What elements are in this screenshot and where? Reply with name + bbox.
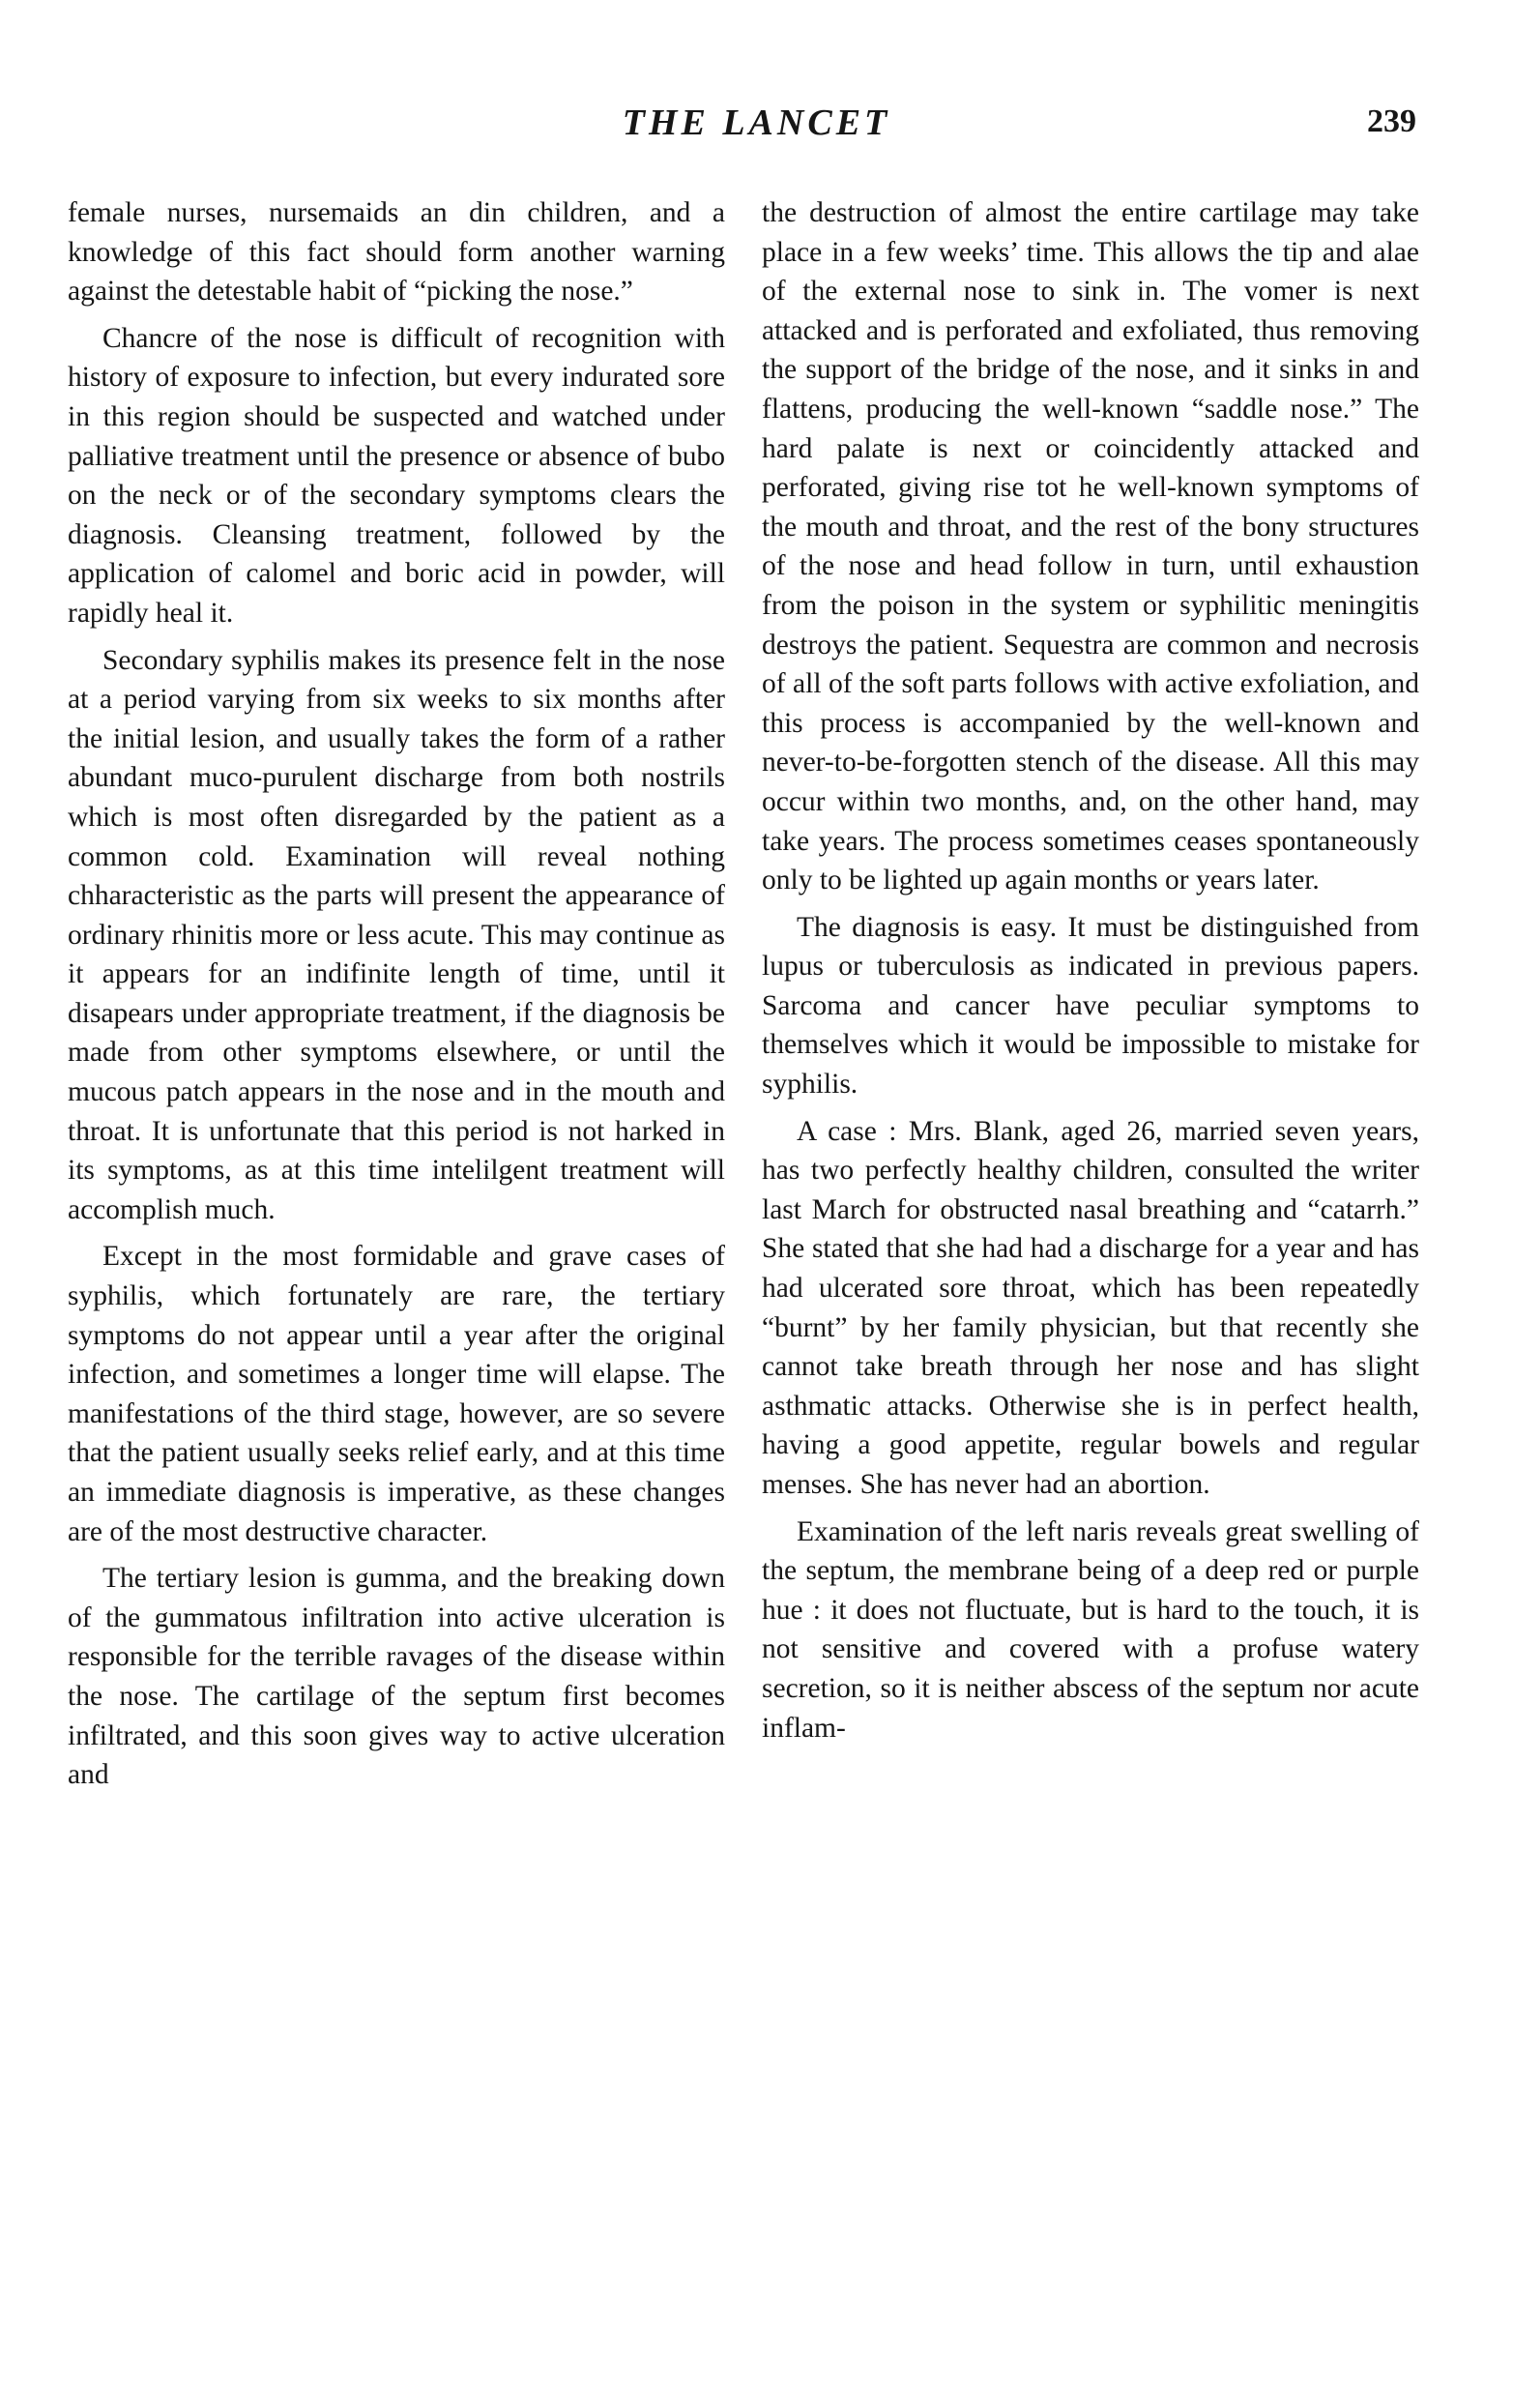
- paragraph: Examination of the left naris reveals great swelling of the septum, the membrane being of a deep red or purple hue : it does not fluctuate, but is hard to the touch, it is not sensitive and covered with a profuse watery secretion, so it is neither abscess of the septum nor acute inflam-: [762, 1515, 1419, 1744]
- paragraph: Except in the most formidable and grave cases of syphilis, which fortunately are rare, the tertiary symptoms do not appear until a year after the original infection, and sometimes a longer time will elapse. The manifestations of the third stage, however, are so severe that the patient usually seeks relief early, and at this time an immediate diagnosis is imperative, as these changes are of the most destructive character.: [68, 1241, 725, 1547]
- left-column: [68, 193, 725, 1803]
- running-title: THE LANCET: [622, 103, 891, 143]
- page-number: 239: [1367, 103, 1416, 139]
- paragraph: The diagnosis is easy. It must be distinguished from lupus or tuberculosis as indicated in previous papers. Sarcoma and cancer have peculiar symptoms to themselves which it would be impossible to mistake for syphilis.: [762, 911, 1419, 1101]
- paragraph: the destruction of almost the entire cartilage may take place in a few weeks’ time. This allows the tip and alae of the external nose to sink in. The vomer is next attacked and is perforated and exfoliated, thus removing the support of the bridge of the nose, and it sinks in and flattens, producing the well-known “saddle nose.” The hard palate is next or coincidently attacked and perforated, giving rise tot he well-known symptoms of the mouth and throat, and the rest of the bony structures of the nose and head follow in turn, until exhaustion from the poison in the system or syphilitic meningitis destroys the patient. Sequestra are common and necrosis of all of the soft parts follows with active exfoliation, and this process is accompanied by the well-known and never-to-be-forgotten stench of the disease. All this may occur within two months, and, on the other hand, may take years. The process sometimes ceases spontaneously only to be lighted up again months or years later.: [762, 197, 1419, 896]
- paragraph: Secondary syphilis makes its presence felt in the nose at a period varying from six weeks to six months after the initial lesion, and usually takes the form of a rather abundant muco-purulent discharge from both nostrils which is most often disregarded by the patient as a common cold. Examination will reveal nothing chharacteristic as the parts will present the appearance of ordinary rhinitis more or less acute. This may continue as it appears for an indifinite length of time, until it disapears under appropriate treatment, if the diagnosis be made from other symptoms elsewhere, or until the mucous patch appears in the nose and in the mouth and throat. It is unfortunate that this period is not harked in its symptoms, as at this time intelilgent treatment will accomplish much.: [68, 644, 725, 1225]
- right-column: [762, 193, 1419, 1755]
- page-header: [0, 102, 1513, 160]
- paragraph: The tertiary lesion is gumma, and the breaking down of the gummatous infiltration into active ulceration is responsible for the terrible ravages of the disease within the nose. The cartilage of the septum first becomes infiltrated, and this soon gives way to active ulceration and: [68, 1563, 725, 1791]
- paragraph: A case : Mrs. Blank, aged 26, married seven years, has two perfectly healthy children, consulted the writer last March for obstructed nasal breathing and “catarrh.” She stated that she had had a discharge for a year and has had ulcerated sore throat, which has been repeatedly “burnt” by her family physician, but that recently she cannot take breath through her nose and has slight asthmatic attacks. Otherwise she is in perfect health, having a good appetite, regular bowels and regular menses. She has never had an abortion.: [762, 1115, 1419, 1500]
- paragraph: Chancre of the nose is difficult of recognition with history of exposure to infection, but every indurated sore in this region should be suspected and watched under palliative treatment until the presence or absence of bubo on the neck or of the secondary symptoms clears the diagnosis. Cleansing treatment, followed by the application of calomel and boric acid in powder, will rapidly heal it.: [68, 322, 725, 629]
- paragraph: female nurses, nursemaids an din children, and a knowledge of this fact should form another warning against the detestable habit of “picking the nose.”: [68, 197, 725, 308]
